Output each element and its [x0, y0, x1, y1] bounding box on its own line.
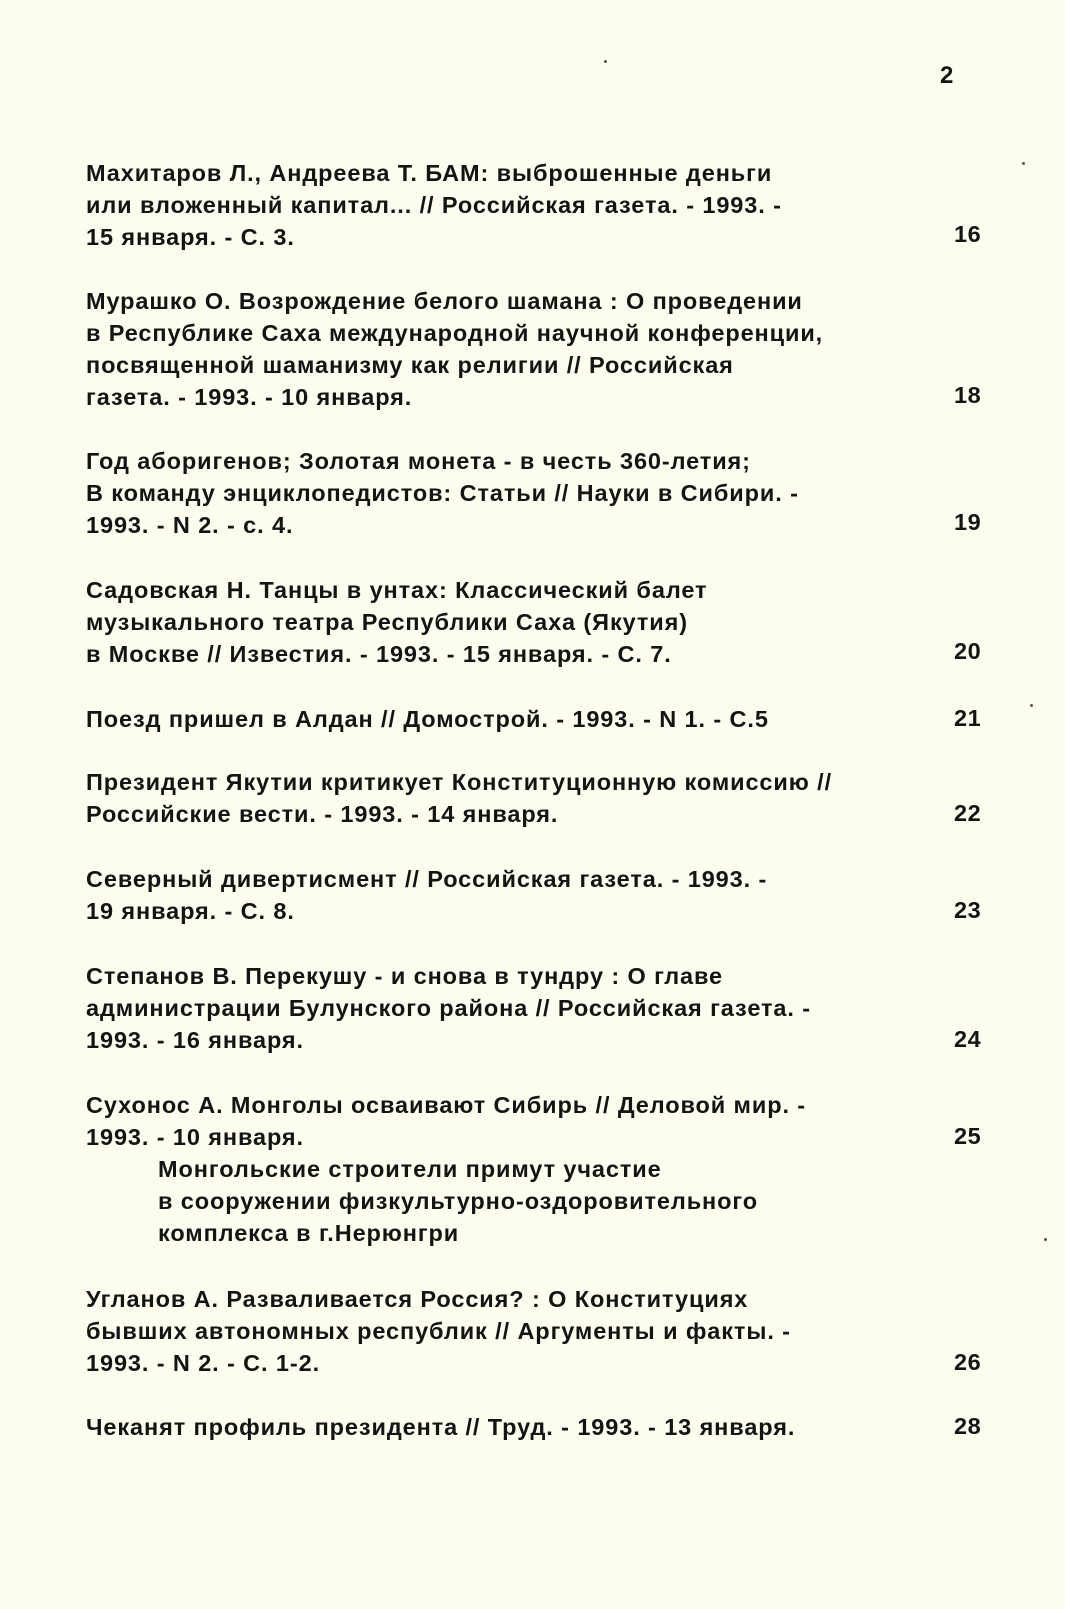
entry-line: Поезд пришел в Алдан // Домострой. - 1993. - N 1. - С.5	[86, 706, 769, 732]
entry-line: в Москве // Известия. - 1993. - 15 января. - С. 7.	[86, 641, 672, 667]
annotation-line: комплекса в г.Нерюнгри	[158, 1220, 460, 1246]
entry-line: В команду энциклопедистов: Статьи // Науки в Сибири. -	[86, 480, 799, 506]
entry-text	[86, 703, 916, 735]
entry-line: или вложенный капитал... // Российская газета. - 1993. -	[86, 192, 782, 218]
scan-speck	[604, 60, 607, 63]
entry-text	[86, 445, 916, 541]
entry-line: 1993. - N 2. - с. 4.	[86, 512, 294, 538]
entry-line: бывших автономных республик // Аргументы и факты. -	[86, 1318, 791, 1344]
bibliography-entry-1	[86, 157, 1016, 253]
entry-line: музыкального театра Республики Саха (Якутия)	[86, 609, 688, 635]
entry-line: 1993. - 16 января.	[86, 1027, 304, 1053]
entry-page-number: 19	[954, 509, 982, 535]
entry-page-number: 23	[954, 897, 982, 923]
entry-line: 1993. - 10 января.	[86, 1124, 304, 1150]
bibliography-entry-8	[86, 960, 1016, 1056]
annotation-line: в сооружении физкультурно-оздоровительного	[158, 1188, 759, 1214]
bibliography-entry-5	[86, 703, 1016, 735]
entry-text	[86, 1411, 916, 1443]
entry-page-number: 22	[954, 800, 982, 826]
entry-line: Махитаров Л., Андреева Т. БАМ: выброшенные деньги	[86, 160, 773, 186]
entry-line: Степанов В. Перекушу - и снова в тундру : О главе	[86, 963, 724, 989]
entry-line: 15 января. - С. 3.	[86, 224, 295, 250]
entry-line: в Республике Саха международной научной конференции,	[86, 320, 824, 346]
annotation-line: Монгольские строители примут участие	[158, 1156, 662, 1182]
entry-text	[86, 574, 916, 670]
bibliography-entry-4	[86, 574, 1016, 670]
bibliography-entry-7	[86, 863, 1016, 927]
entry-page-number: 26	[954, 1349, 982, 1375]
entry-line: Северный дивертисмент // Российская газета. - 1993. -	[86, 866, 768, 892]
entry-line: Сухонос А. Монголы осваивают Сибирь // Деловой мир. -	[86, 1092, 807, 1118]
entry-annotation	[86, 1153, 1016, 1249]
bibliography-entry-9	[86, 1089, 1016, 1249]
entry-text	[86, 1283, 916, 1379]
entry-page-number: 18	[954, 382, 982, 408]
entry-text	[86, 157, 916, 253]
entry-page-number: 25	[954, 1123, 982, 1149]
bibliography-entry-10	[86, 1283, 1016, 1379]
entry-line: Садовская Н. Танцы в унтах: Классический балет	[86, 577, 708, 603]
bibliography-entry-6	[86, 766, 1016, 830]
entry-line: газета. - 1993. - 10 января.	[86, 384, 413, 410]
bibliography-entry-11	[86, 1411, 1016, 1443]
scan-speck	[1022, 162, 1025, 165]
entry-line: Год аборигенов; Золотая монета - в честь 360-летия;	[86, 448, 751, 474]
entry-page-number: 16	[954, 221, 982, 247]
entry-text	[86, 960, 916, 1056]
scan-speck	[1030, 704, 1033, 707]
entry-line: 19 января. - С. 8.	[86, 898, 295, 924]
entry-page-number: 28	[954, 1413, 982, 1439]
entry-text	[86, 285, 916, 413]
bibliography-entry-2	[86, 285, 1016, 413]
entry-page-number: 20	[954, 638, 982, 664]
entry-text	[86, 863, 916, 927]
entry-line: 1993. - N 2. - С. 1-2.	[86, 1350, 320, 1376]
entry-page-number: 21	[954, 705, 982, 731]
page-number: 2	[940, 62, 954, 89]
entry-text	[86, 1089, 916, 1153]
entry-page-number: 24	[954, 1026, 982, 1052]
bibliography-entry-3	[86, 445, 1016, 541]
entry-line: Чеканят профиль президента // Труд. - 1993. - 13 января.	[86, 1414, 796, 1440]
entry-line: посвященной шаманизму как религии // Российская	[86, 352, 734, 378]
scan-speck	[1044, 1238, 1047, 1241]
entry-line: администрации Булунского района // Российская газета. -	[86, 995, 811, 1021]
entry-text	[86, 766, 916, 830]
entry-line: Российские вести. - 1993. - 14 января.	[86, 801, 559, 827]
entry-line: Угланов А. Разваливается Россия? : О Конституциях	[86, 1286, 749, 1312]
entry-line: Мурашко О. Возрождение белого шамана : О проведении	[86, 288, 803, 314]
entry-line: Президент Якутии критикует Конституционную комиссию //	[86, 769, 832, 795]
